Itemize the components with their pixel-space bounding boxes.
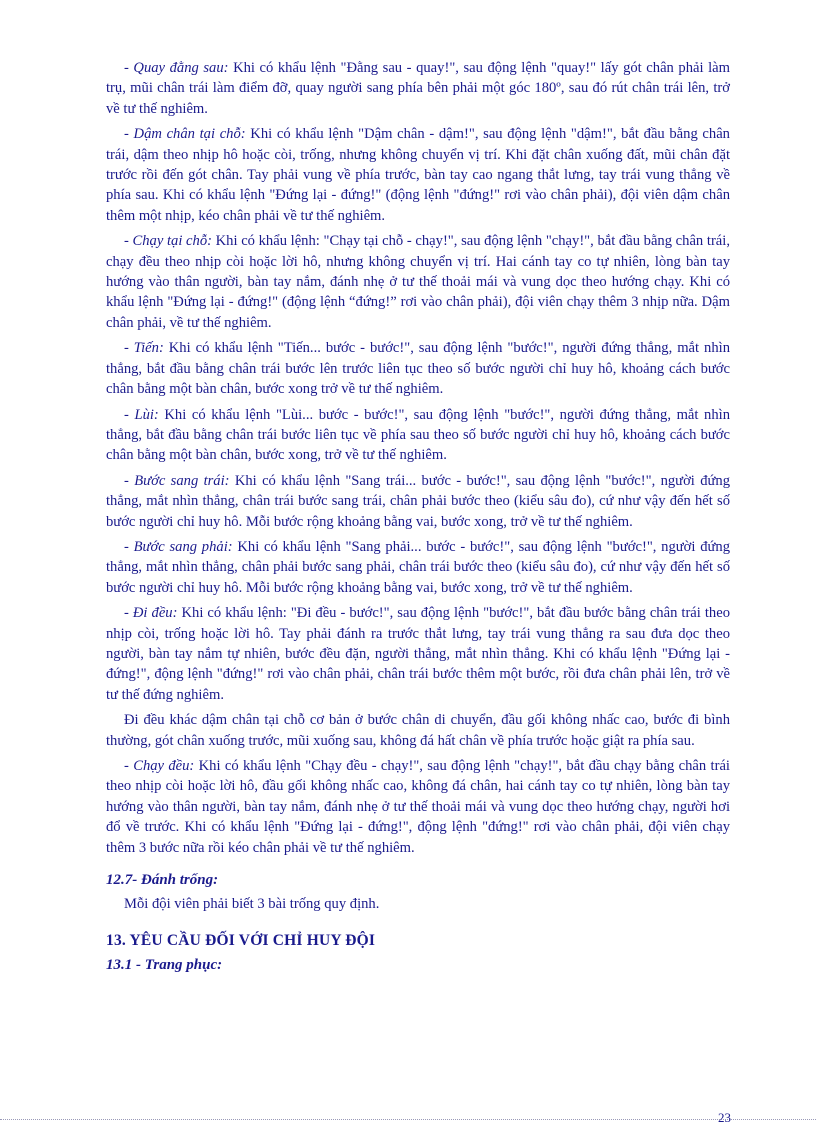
paragraph-text: Khi có khẩu lệnh "Lùi... bước - bước!", sau động lệnh "bước!", người đứng thẳng, mắt nhìn thẳng, bắt đầu bằng chân trái bước liên tục về phía sau theo số bước người chỉ huy hô, khoảng cách bước chân bằng một bàn chân, bước xong, trở về tư thế nghiêm.: [106, 406, 731, 464]
term-label: - Bước sang phải:: [124, 538, 233, 555]
paragraph-text: Khi có khẩu lệnh: "Đi đều - bước!", sau động lệnh "bước!", bắt đầu bước bằng chân trái theo nhịp còi, trống hoặc lời hô. Tay phải đánh ra trước thắt lưng, tay trái vung thẳng ra sau đưa dọc theo người, bàn tay nắm tự nhiên, bước đều đặn, người thẳng, mắt nhìn thẳng. Khi có khẩu lệnh "Đứng lại - đứng!", động lệnh "đứng!" rơi vào chân phải, chân trái bước thêm một bước, rồi đưa chân phải lên, trở về tư thế đứng nghiêm.: [106, 605, 730, 703]
paragraph-text: Khi có khẩu lệnh "Tiến... bước - bước!", sau động lệnh "bước!", người đứng thẳng, mắt nhìn thẳng, bắt đầu bằng chân trái bước lên trước liên tục theo số bước người chỉ huy hô, khoảng cách bước chân bằng một bàn chân, bước xong trở về tư thế nghiêm.: [106, 340, 730, 398]
paragraph-buoc-sang-trai: [106, 471, 730, 532]
page-bottom-divider: [0, 1119, 816, 1120]
paragraph-buoc-sang-phai: [106, 537, 730, 598]
paragraph-tien: [106, 338, 730, 399]
paragraph-chay-tai-cho: [106, 231, 730, 333]
paragraph-text: Khi có khẩu lệnh "Sang trái... bước - bước!", sau động lệnh "bước!", người đứng thẳng, mắt nhìn thẳng, chân trái bước sang trái, chân phải bước theo (kiểu sâu đo), cứ như vậy đến hết số bước người chỉ huy hô. Mỗi bước rộng khoảng bằng vai, bước xong, trở về tư thế nghiêm.: [106, 472, 730, 530]
document-page: [106, 58, 730, 976]
paragraph-text: Khi có khẩu lệnh: "Chạy tại chỗ - chạy!", sau động lệnh "chạy!", bắt đầu bằng chân trái, chạy đều theo nhịp còi hoặc lời hô, nhưng không chuyển vị trí. Hai cánh tay co tự nhiên, lòng bàn tay hướng vào thân người, bàn tay nắm, đánh nhẹ ở tư thế thoải mái và vung dọc theo hướng chạy. Khi có khẩu lệnh "Đứng lại - đứng!" (động lệnh “đứng!” rơi vào chân phải), đội viên chạy thêm 3 nhịp nữa. Dậm chân phải, về tư thế nghiêm.: [106, 233, 730, 331]
term-label: - Tiến:: [124, 340, 164, 357]
term-label: - Chạy tại chỗ:: [124, 233, 212, 250]
term-label: - Dậm chân tại chỗ:: [124, 126, 246, 143]
paragraph-di-deu: [106, 603, 730, 705]
paragraph-chay-deu: [106, 756, 730, 858]
paragraph-quay-dang-sau: [106, 58, 730, 119]
term-label: - Lùi:: [124, 406, 159, 423]
term-label: - Đi đều:: [124, 605, 178, 622]
term-label: - Bước sang trái:: [124, 472, 230, 489]
paragraph-text: Đi đều khác dậm chân tại chỗ cơ bản ở bước chân di chuyển, đầu gối không nhấc cao, bước đi bình thường, gót chân xuống trước, mũi xuống sau, không đá hất chân về phía trước hoặc giật ra phía sau.: [106, 712, 730, 749]
page-number: 23: [718, 1110, 731, 1125]
term-label: - Chạy đều:: [124, 758, 195, 774]
sub-heading-trang-phuc: 13.1 - Trang phục:: [106, 957, 223, 974]
paragraph-text: Khi có khẩu lệnh "Dậm chân - dậm!", sau động lệnh "dậm!", bắt đầu bằng chân trái, dậm theo nhịp hô hoặc còi, trống, nhưng không chuyển vị trí. Khi đặt chân xuống đất, mũi chân đặt trước rồi đến gót chân. Tay phải vung về phía trước, bàn tay cao ngang thắt lưng, tay trái vung thẳng về phía sau. Khi có khẩu lệnh "Đứng lại - đứng!" (động lệnh "đứng!" rơi vào chân phải), đội viên dậm chân thêm một nhịp, kéo chân phải về tư thế nghiêm.: [106, 126, 730, 224]
section-heading-danh-trong: 12.7- Đánh trống:: [106, 872, 219, 889]
paragraph-text: Khi có khẩu lệnh "Sang phải... bước - bước!", sau động lệnh "bước!", người đứng thẳng, mắt nhìn thẳng, chân phải bước sang phải, chân trái bước theo (kiểu sâu đo), cứ như vậy đến hết số bước người chỉ huy hô. Mỗi bước rộng khoảng bằng vai, bước xong, trở về tư thế nghiêm.: [106, 538, 730, 596]
term-label: - Quay đằng sau:: [124, 60, 229, 76]
paragraph-text: Khi có khẩu lệnh "Đằng sau - quay!", sau động lệnh "quay!" lấy gót chân phải làm trụ, mũi chân trái làm điểm đỡ, quay người sang phía bên phải một góc 180º, sau đó rút chân trái lên, trở về tư thế nghiêm.: [106, 60, 730, 117]
paragraph-lui: [106, 405, 730, 466]
section-heading-yeu-cau: 13. YÊU CẦU ĐỐI VỚI CHỈ HUY ĐỘI: [106, 931, 376, 949]
paragraph-di-deu-note: [106, 710, 730, 751]
section-text-danh-trong: Mỗi đội viên phải biết 3 bài trống quy định.: [124, 896, 380, 913]
paragraph-dam-chan-tai-cho: [106, 124, 730, 226]
paragraph-text: Khi có khẩu lệnh "Chạy đều - chạy!", sau động lệnh "chạy!", bắt đầu chạy bằng chân trái theo nhịp còi hoặc lời hô, đầu gối không nhấc cao, không đá chân, hai cánh tay co tự nhiên, lòng bàn tay hướng vào thân người, bàn tay nắm, đánh nhẹ ở tư thế thoải mái và vung dọc theo hướng chạy, người hơi đổ về trước. Khi có khẩu lệnh "Đứng lại - đứng!", động lệnh "đứng!" rơi vào chân phải, đội viên chạy thêm 3 bước nữa rồi kéo chân phải về tư thế nghiêm.: [106, 758, 730, 856]
